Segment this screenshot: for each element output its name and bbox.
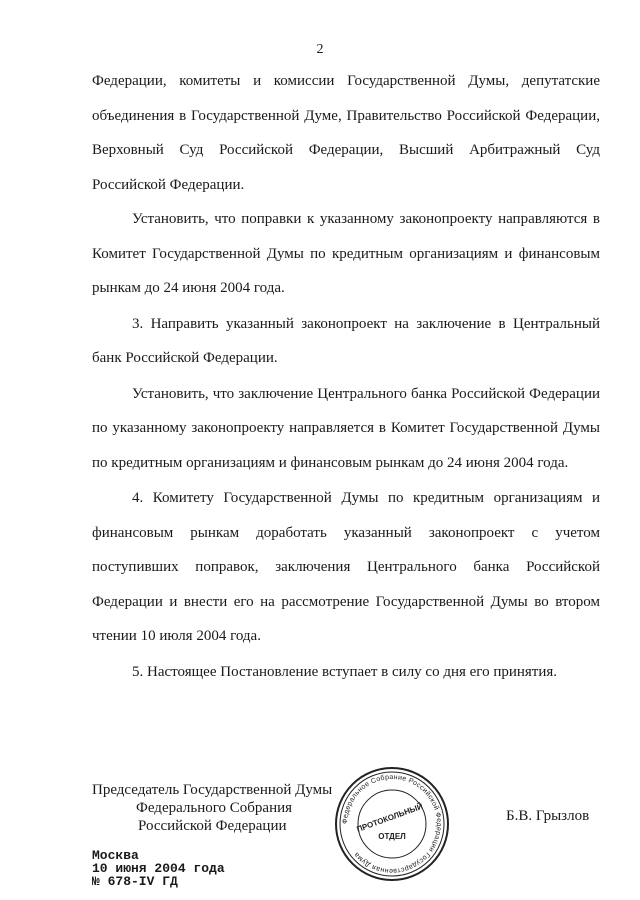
seal-center-top: ПРОТОКОЛЬНЫЙ [355,801,425,835]
footer-date: 10 июня 2004 года [92,861,225,876]
page-number: 2 [316,42,324,57]
document-body [92,64,600,690]
svg-text:Федеральное Собрание Российско [342,774,442,874]
seal-center-bottom: ОТДЕЛ [378,832,406,841]
signatory-title-line-3: Российской Федерации [138,818,287,834]
paragraph-item-5: 5. Настоящее Постановление вступает в силу со дня его принятия. [132,663,558,680]
official-seal [333,765,451,883]
footer-meta [92,849,225,888]
paragraph-continuation: Федерации, комитеты и комиссии Государственной Думы, депутатские объединения в Государственной Думе, Правительство Российской Федерации, Верховный Суд Российской Федерации, Высший Арбитражный Суд Российской Федерации. [92,73,600,193]
signatory-title-line-2: Федерального Собрания [136,800,293,816]
signature-block [92,781,342,835]
seal-ring-text: Федеральное Собрание Российской Федерации Государственная Дума [341,773,443,875]
signatory-title-line-1: Председатель Государственной Думы [92,782,333,798]
paragraph-central-bank-conclusion: Установить, что заключение Центрального банка Российской Федерации по указанному законопроекту направляется в Комитет Государственной Думы по кредитным организациям и финансовым рынкам до 24 июня 2004 года. [92,385,600,471]
paragraph-amendments-deadline: Установить, что поправки к указанному законопроекту направляются в Комитет Государственной Думы по кредитным организациям и финансовым рынкам до 24 июня 2004 года. [92,211,600,296]
footer-city: Москва [92,848,139,863]
paragraph-item-4: 4. Комитету Государственной Думы по кредитным организациям и финансовым рынкам доработать указанный законопроект с учетом поступивших поправок, заключения Центрального банка Российской Федерации и внести его на рассмотрение Государственной Думы во втором чтении 10 июля 2004 года. [92,490,600,644]
paragraph-item-3: 3. Направить указанный законопроект на заключение в Центральный банк Российской Федерации. [92,315,600,366]
signatory-name: Б.В. Грызлов [506,808,590,824]
footer-number: № 678-IV ГД [92,874,178,889]
